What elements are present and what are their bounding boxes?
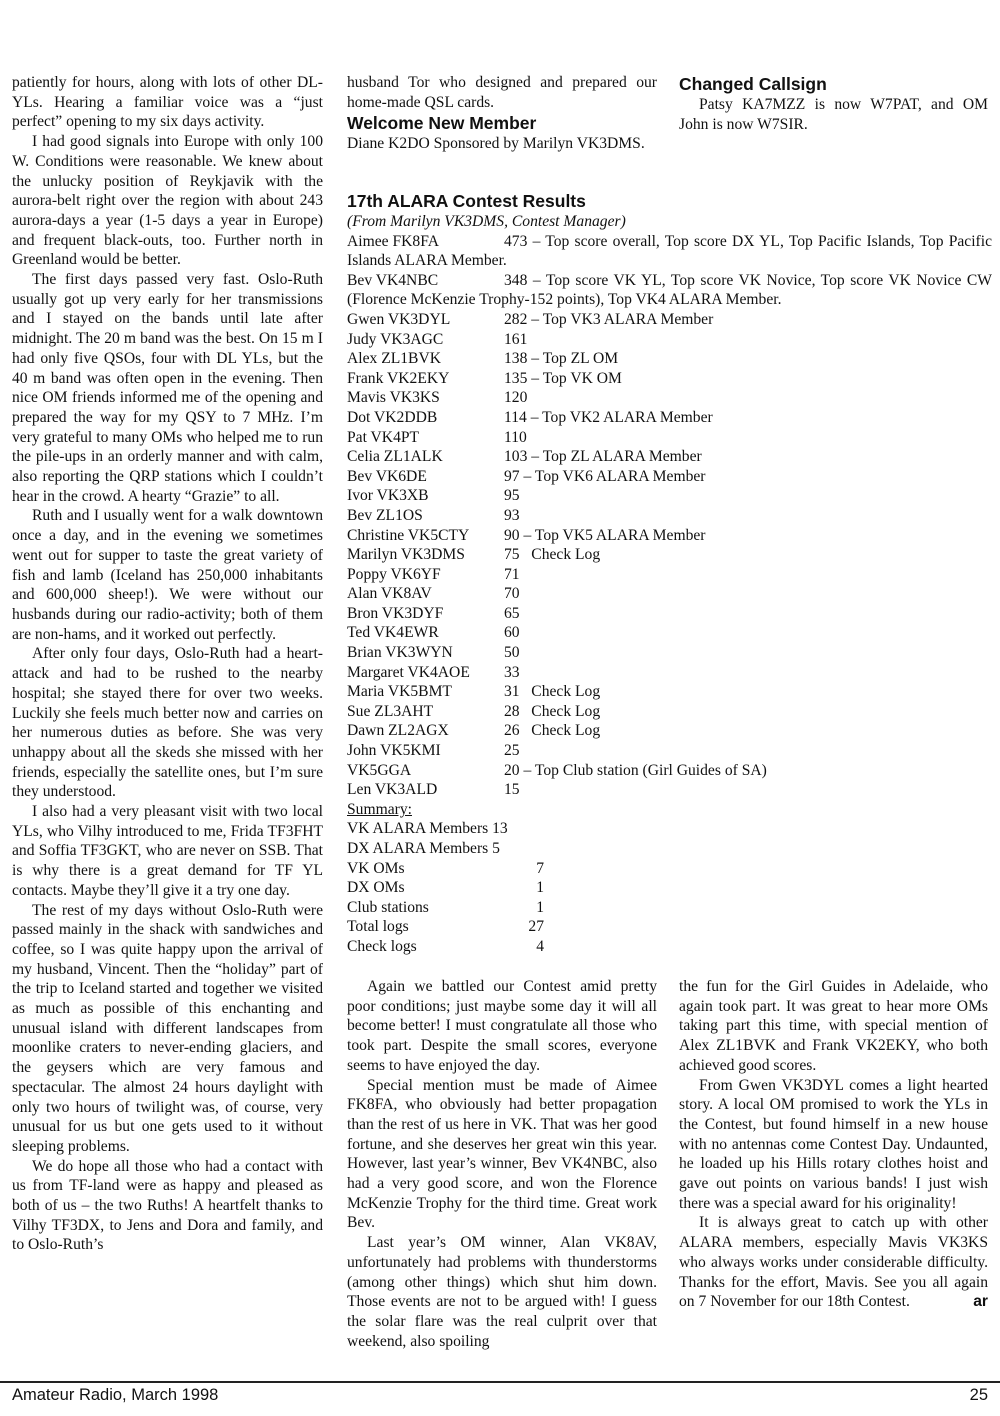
result-row bbox=[347, 486, 992, 506]
paragraph: Diane K2DO Sponsored by Marilyn VK3DMS. bbox=[347, 135, 645, 153]
entry-name: VK5GGA bbox=[347, 761, 412, 779]
column-right-top bbox=[679, 73, 988, 134]
result-row bbox=[347, 408, 992, 428]
entry-score: 75 bbox=[504, 546, 520, 564]
entry-note bbox=[520, 584, 992, 604]
page-footer bbox=[12, 1386, 988, 1405]
entry-note: 348 – Top score VK YL, Top score VK Novice, Top score VK Novice CW (Florence McKenzie Trophy-152 points), Top VK4 ALARA Member. bbox=[347, 271, 992, 309]
paragraph: husband Tor who designed and prepared our home-made QSL cards. bbox=[347, 74, 657, 111]
footer-rule bbox=[0, 1381, 1000, 1383]
summary-label: Check logs bbox=[347, 937, 417, 955]
entry-name: Gwen VK3DYL bbox=[347, 310, 451, 328]
entry-note: – Top VK3 ALARA Member bbox=[527, 310, 714, 328]
result-entry-bev bbox=[347, 271, 992, 310]
entry-score: 15 bbox=[504, 781, 520, 799]
entry-score: 70 bbox=[504, 585, 520, 603]
result-row bbox=[347, 584, 992, 604]
entry-score: 114 bbox=[504, 408, 527, 426]
entry-score: 161 bbox=[504, 330, 528, 348]
summary-value: 1 bbox=[536, 879, 544, 897]
entry-note: – Top Club station (Girl Guides of SA) bbox=[519, 761, 767, 779]
entry-note: 473 – Top score overall, Top score DX YL, Top Pacific Islands, Top Pacific Islands ALARA Member. bbox=[347, 232, 992, 270]
paragraph: Again we battled our Contest amid pretty poor conditions; just maybe some day it will all become better! I must congratulate all those who took part. Despite the small scores, everyone seems to have enjoyed the day. bbox=[347, 978, 657, 1074]
summary-value: 27 bbox=[528, 918, 544, 936]
summary-heading: Summary: bbox=[347, 800, 412, 818]
summary-row bbox=[347, 859, 992, 879]
summary-row bbox=[347, 898, 992, 918]
entry-name: Ted VK4EWR bbox=[347, 624, 439, 642]
result-row bbox=[347, 545, 992, 565]
entry-note: Check Log bbox=[519, 722, 601, 740]
paragraph: The first days passed very fast. Oslo-Ruth usually got up very early for her transmissions and I stayed on the bands until late after midnight. The 20 m band was the best. On 15 m I had only five QSOs, four with DL YLs, but the 40 m band was often open in the evening. Then nice OM friends informed me of the opening and prepared the way for my QSY to 7 MHz. I’m very grateful to many OMs who helped me to run the pile-ups in an orderly manner and with calm, also reporting the QRP stations which I couldn’t hear in the crowd. A hearty “Grazie” to all. bbox=[12, 271, 323, 505]
entry-name: Alex ZL1BVK bbox=[347, 350, 441, 368]
entry-note bbox=[520, 565, 992, 585]
result-row bbox=[347, 369, 992, 389]
entry-score: 26 bbox=[504, 722, 520, 740]
result-row bbox=[347, 565, 992, 585]
entry-name: Judy VK3AGC bbox=[347, 330, 444, 348]
entry-score: 25 bbox=[504, 742, 520, 760]
result-row bbox=[347, 682, 992, 702]
result-row bbox=[347, 643, 992, 663]
entry-name: Dawn ZL2AGX bbox=[347, 722, 449, 740]
entry-note: Check Log bbox=[519, 683, 601, 701]
summary-line: DX ALARA Members 5 bbox=[347, 840, 500, 857]
summary-row bbox=[347, 878, 992, 898]
entry-name: Celia ZL1ALK bbox=[347, 448, 443, 466]
entry-note bbox=[520, 643, 992, 663]
paragraph: Patsy KA7MZZ is now W7PAT, and OM John is now W7SIR. bbox=[679, 96, 988, 133]
entry-name: Pat VK4PT bbox=[347, 428, 420, 446]
entry-score: 90 bbox=[504, 526, 520, 544]
entry-note: – Top VK6 ALARA Member bbox=[519, 467, 706, 485]
entry-note: – Top ZL ALARA Member bbox=[527, 448, 702, 466]
result-row bbox=[347, 663, 992, 683]
entry-name: Bev VK6DE bbox=[347, 467, 427, 485]
entry-note bbox=[520, 780, 992, 800]
paragraph: Ruth and I usually went for a walk downtown once a day, and in the evening we sometimes went out for supper to taste the great variety of fish and lamb (Iceland has 250,000 inhabitants and 600,000 sheep!). We were without our husbands during our radio-activity; both of them are non-hams, and it worked out perfectly. bbox=[12, 507, 323, 643]
summary-row bbox=[347, 937, 992, 957]
entry-score: 135 bbox=[504, 369, 528, 387]
paragraph: Special mention must be made of Aimee FK8FA, who obviously had better propagation than the rest of us here in VK. That was her good fortune, and she deserves her great win this year. However, last year’s winner, Bev VK4NBC, also had a very good score, and won the Florence McKenzie Trophy for the third time. Great work Bev. bbox=[347, 1076, 657, 1232]
column-middle-top bbox=[347, 73, 657, 154]
summary-label: VK OMs bbox=[347, 859, 405, 877]
entry-name: Sue ZL3AHT bbox=[347, 702, 434, 720]
summary-row bbox=[347, 917, 992, 937]
paragraph: I had good signals into Europe with only 100 W. Conditions were reasonable. We knew about the unlucky position of Reykjavik with the aurora-belt right over the region with about 243 aurora-days a year (1-5 days a year in Europe) and frequent black-outs, too. Further north in Greenland would be better. bbox=[12, 133, 323, 269]
result-row bbox=[347, 447, 992, 467]
entry-note bbox=[520, 506, 992, 526]
entry-name: Bron VK3DYF bbox=[347, 604, 444, 622]
entry-score: 110 bbox=[504, 428, 527, 446]
entry-note: Check Log bbox=[519, 546, 601, 564]
entry-note bbox=[520, 741, 992, 761]
results-list bbox=[347, 310, 992, 800]
summary-list bbox=[347, 859, 992, 957]
entry-score: 93 bbox=[504, 506, 520, 524]
summary-value: 1 bbox=[536, 898, 544, 916]
result-row bbox=[347, 721, 992, 741]
entry-score: 103 bbox=[504, 448, 528, 466]
entry-note bbox=[520, 486, 992, 506]
entry-name: Poppy VK6YF bbox=[347, 565, 441, 583]
end-mark: ar bbox=[973, 1293, 988, 1311]
result-row bbox=[347, 780, 992, 800]
entry-score: 120 bbox=[504, 389, 528, 407]
entry-name: Alan VK8AV bbox=[347, 585, 432, 603]
entry-note: Check Log bbox=[519, 702, 601, 720]
paragraph: The rest of my days without Oslo-Ruth were passed mainly in the shack with sandwiches and coffee, so I was quite happy upon the arrival of my husband, Vincent. Then the “holiday” part of the trip to Iceland started and together we visited as much as possible of this enchanting and unusual island with different landscapes from moonlike craters to never-ending glaciers, and the geysers which are very famous and spectacular. The almost 24 hours daylight with only two hours of twilight was, of course, very unusual for us but one gets used to it without sleeping problems. bbox=[12, 901, 323, 1155]
entry-score: 33 bbox=[504, 663, 520, 681]
paragraph: After only four days, Oslo-Ruth had a heart-attack and had to be rushed to the nearby hospital; she stayed there for over two weeks. Luckily she feels much better now and carries on her numerous duties as before. She was very unhappy about all the skeds she missed with her friends, especially the satellite ones, but I’m sure they understood. bbox=[12, 645, 323, 801]
entry-score: 31 bbox=[504, 683, 520, 701]
entry-score: 282 bbox=[504, 310, 528, 328]
entry-note: – Top VK OM bbox=[527, 369, 622, 387]
paragraph: patiently for hours, along with lots of other DL-YLs. Hearing a familiar voice was a “just perfect” opening to my six days activity. bbox=[12, 74, 323, 131]
result-entry-aimee bbox=[347, 232, 992, 271]
result-row bbox=[347, 526, 992, 546]
entry-name: Frank VK2EKY bbox=[347, 369, 450, 387]
result-row bbox=[347, 506, 992, 526]
entry-name: Christine VK5CTY bbox=[347, 526, 470, 544]
result-row bbox=[347, 349, 992, 369]
result-row bbox=[347, 761, 992, 781]
entry-score: 60 bbox=[504, 624, 520, 642]
column-middle-bottom bbox=[347, 977, 657, 1351]
result-row bbox=[347, 702, 992, 722]
entry-score: 95 bbox=[504, 487, 520, 505]
paragraph-text: It is always great to catch up with other ALARA members, especially Mavis VK3KS who always works under considerable difficulty. Thanks for the effort, Mavis. See you all again on 7 November for our 18th Contest. bbox=[679, 1214, 988, 1311]
paragraph: We do hope all those who had a contact with us from TF-land were as happy and pleased as both of us – the two Ruths! A heartfelt thanks to Vilhy TF3DX, to Jens and Dora and family, and to Oslo-Ruth’s bbox=[12, 1157, 323, 1254]
entry-name: Margaret VK4AOE bbox=[347, 663, 470, 681]
paragraph: I also had a very pleasant visit with two local YLs, who Vilhy introduced to me, Frida TF3FHT and Soffia TF3GKT, who are never on SSB. That is why there is a great demand for TF YL contacts. Maybe they’ll give it a try one day. bbox=[12, 803, 323, 899]
changed-callsign-heading: Changed Callsign bbox=[679, 74, 827, 94]
entry-name: Brian VK3WYN bbox=[347, 644, 453, 662]
result-row bbox=[347, 388, 992, 408]
entry-score: 28 bbox=[504, 702, 520, 720]
result-row bbox=[347, 428, 992, 448]
paragraph: the fun for the Girl Guides in Adelaide, who again took part. It was great to hear more OMs taking part this time, with special mention of Alex ZL1BVK and Frank VK2EKY, who both achieved good scores. bbox=[679, 978, 988, 1074]
contest-results bbox=[347, 190, 992, 957]
entry-score: 50 bbox=[504, 644, 520, 662]
summary-label: Club stations bbox=[347, 898, 429, 916]
result-row bbox=[347, 330, 992, 350]
entry-name: Bev ZL1OS bbox=[347, 506, 423, 524]
result-row bbox=[347, 741, 992, 761]
entry-score: 97 bbox=[504, 467, 520, 485]
entry-note: – Top VK2 ALARA Member bbox=[526, 408, 713, 426]
welcome-heading: Welcome New Member bbox=[347, 113, 537, 134]
result-row bbox=[347, 604, 992, 624]
paragraph bbox=[679, 1213, 988, 1312]
entry-score: 71 bbox=[504, 565, 520, 583]
entry-name: John VK5KMI bbox=[347, 742, 441, 760]
entry-name: Len VK3ALD bbox=[347, 781, 438, 799]
publication-date: Amateur Radio, March 1998 bbox=[12, 1386, 219, 1404]
entry-note bbox=[520, 663, 992, 683]
entry-name: Aimee FK8FA bbox=[347, 232, 439, 250]
entry-name: Bev VK4NBC bbox=[347, 271, 439, 289]
page-number: 25 bbox=[969, 1386, 988, 1404]
entry-note: – Top VK5 ALARA Member bbox=[519, 526, 706, 544]
summary-value: 4 bbox=[536, 937, 544, 955]
column-left bbox=[12, 73, 323, 1255]
entry-note bbox=[520, 623, 992, 643]
summary-label: DX OMs bbox=[347, 879, 405, 897]
paragraph: From Gwen VK3DYL comes a light hearted story. A local OM promised to work the YLs in the Contest, but found himself in a new house with no antennas come Contest Day. Undaunted, he loaded up his Hills rotary clothes hoist and gave out points on various bands! I just wish there was a special award for his originality! bbox=[679, 1076, 988, 1212]
result-row bbox=[347, 623, 992, 643]
entry-name: Maria VK5BMT bbox=[347, 683, 452, 701]
entry-note bbox=[527, 388, 992, 408]
entry-name: Marilyn VK3DMS bbox=[347, 546, 465, 564]
entry-note bbox=[520, 604, 992, 624]
entry-note bbox=[527, 428, 992, 448]
entry-note bbox=[527, 330, 992, 350]
entry-name: Dot VK2DDB bbox=[347, 408, 438, 426]
summary-label: Total logs bbox=[347, 918, 409, 936]
results-subheading: (From Marilyn VK3DMS, Contest Manager) bbox=[347, 213, 626, 230]
entry-name: Ivor VK3XB bbox=[347, 487, 429, 505]
entry-score: 20 bbox=[504, 761, 520, 779]
column-right-bottom bbox=[679, 977, 988, 1312]
results-heading: 17th ALARA Contest Results bbox=[347, 191, 586, 211]
result-row bbox=[347, 467, 992, 487]
summary-line: VK ALARA Members 13 bbox=[347, 820, 508, 838]
result-row bbox=[347, 310, 992, 330]
entry-note: – Top ZL OM bbox=[527, 350, 619, 368]
summary-value: 7 bbox=[536, 859, 544, 877]
entry-name: Mavis VK3KS bbox=[347, 389, 440, 407]
paragraph: Last year’s OM winner, Alan VK8AV, unfortunately had problems with thunderstorms (among other things) which shut him down. Those events are not to be argued with! I guess the solar flare was the real culprit over that weekend, also spoiling bbox=[347, 1234, 657, 1350]
entry-score: 65 bbox=[504, 604, 520, 622]
entry-score: 138 bbox=[504, 350, 528, 368]
